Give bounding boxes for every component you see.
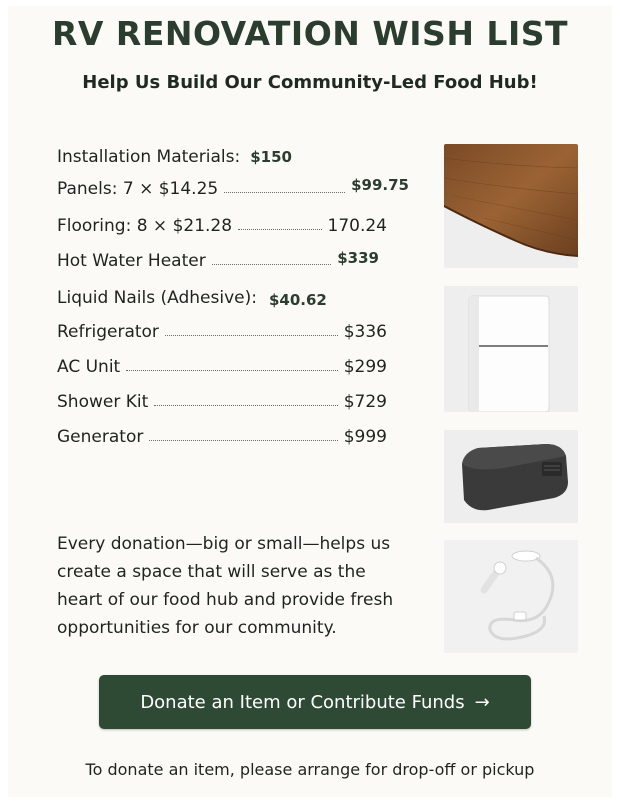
list-item [57, 284, 347, 312]
item-label: Liquid Nails (Adhesive): [57, 288, 257, 308]
list-item [57, 212, 387, 240]
list-item [57, 143, 307, 171]
dot-leader [126, 369, 338, 371]
item-price: $299 [343, 357, 387, 377]
shower-kit-image [444, 540, 578, 653]
item-label: Panels: 7 × $14.25 [57, 179, 219, 199]
list-item [57, 247, 379, 275]
dot-leader [224, 191, 345, 193]
flooring-image [444, 144, 578, 268]
message-line: Every donation—big or small—helps us [57, 534, 391, 554]
list-item [57, 318, 387, 346]
item-price: $336 [343, 322, 387, 342]
item-price: 170.24 [327, 216, 387, 236]
list-item [57, 175, 409, 203]
dot-leader [212, 263, 332, 265]
list-item [57, 353, 387, 381]
item-price: $150 [250, 148, 292, 166]
item-price: $729 [343, 392, 387, 412]
item-price: $339 [337, 249, 379, 267]
item-label: Shower Kit [57, 392, 149, 412]
item-price: $99.75 [351, 176, 409, 194]
dot-leader [149, 439, 337, 441]
donate-button-label: Donate an Item or Contribute Funds [140, 691, 465, 713]
donation-instructions: To donate an item, please arrange for drop-off or pickup [85, 760, 535, 779]
item-label: Installation Materials: [57, 147, 241, 167]
donation-message [57, 530, 417, 642]
dot-leader [238, 228, 321, 230]
refrigerator-image [444, 286, 578, 412]
item-label: Flooring: 8 × $21.28 [57, 216, 233, 236]
dot-leader [165, 334, 338, 336]
page-title: RV RENOVATION WISH LIST [51, 14, 569, 53]
ac-unit-image [444, 430, 578, 523]
message-line: heart of our food hub and provide fresh [57, 590, 394, 610]
item-label: Hot Water Heater [57, 251, 206, 271]
arrow-right-icon: → [474, 691, 490, 713]
list-item [57, 388, 387, 416]
item-price: $999 [343, 427, 387, 447]
item-label: Refrigerator [57, 322, 159, 342]
list-item [57, 423, 387, 451]
item-label: AC Unit [57, 357, 121, 377]
message-line: create a space that will serve as the [57, 562, 366, 582]
item-price: $40.62 [268, 291, 327, 309]
message-line: opportunities for our community. [57, 618, 337, 638]
dot-leader [154, 404, 337, 406]
page-subtitle: Help Us Build Our Community-Led Food Hub! [82, 72, 538, 93]
donate-button[interactable] [99, 675, 531, 729]
item-label: Generator [57, 427, 144, 447]
